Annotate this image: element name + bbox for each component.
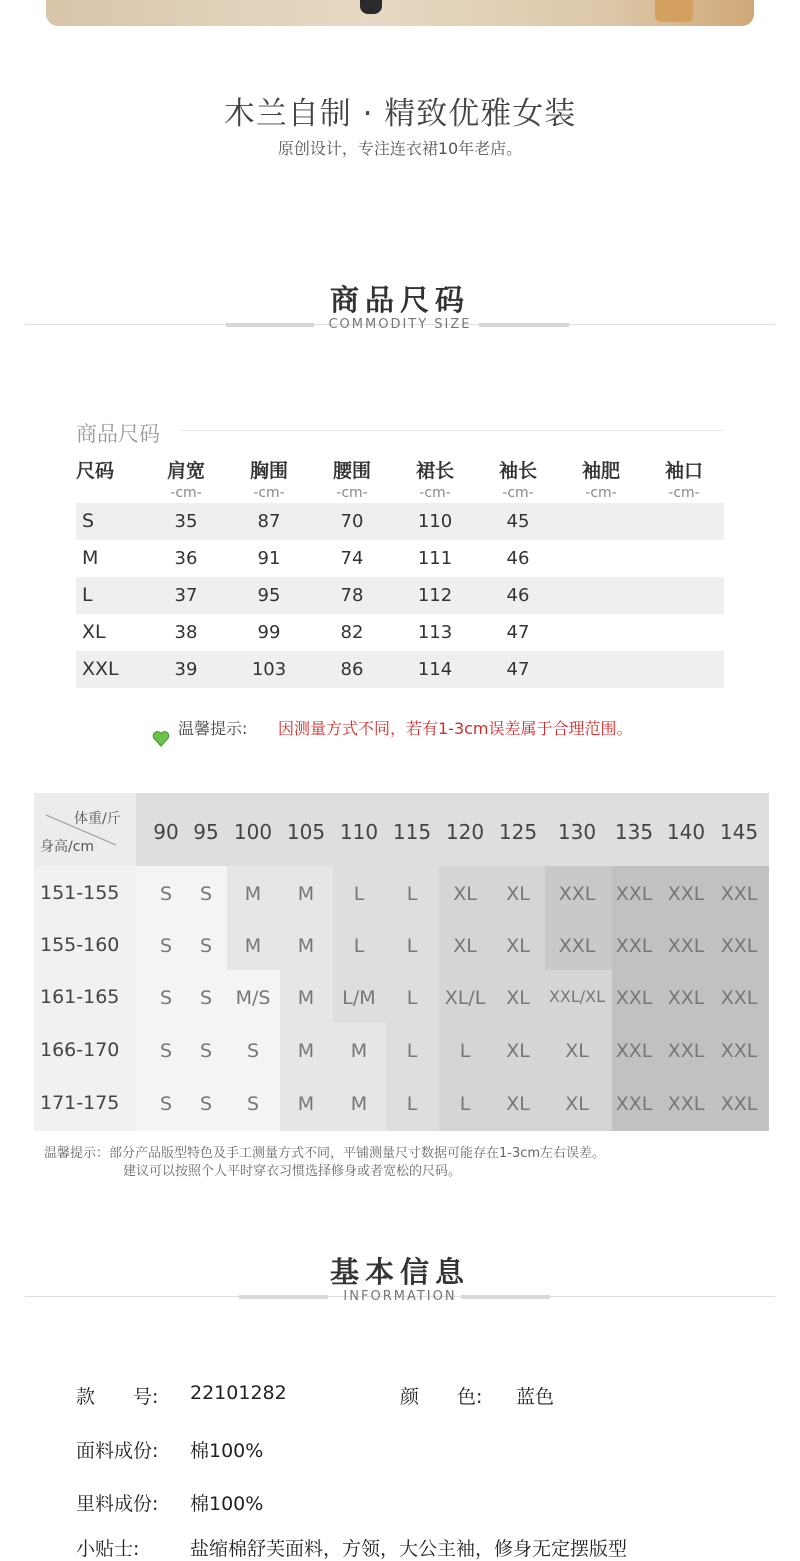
chart-cell: L (406, 987, 418, 1009)
size-table-caption: 商品尺码 (76, 422, 160, 446)
size-value-cell: 74 (340, 548, 364, 569)
weight-label: 140 (666, 820, 706, 844)
weight-label: 145 (719, 820, 759, 844)
height-label: 155-160 (40, 934, 120, 956)
brand-subtitle: 原创设计，专注连衣裙10年老店。 (277, 139, 523, 158)
chart-cell: M (297, 883, 315, 905)
info-section-subtitle: INFORMATION (343, 1289, 457, 1304)
height-label: 161-165 (40, 986, 120, 1008)
chart-cell: XXL (667, 935, 705, 957)
table-row (76, 651, 724, 688)
size-cell: L (82, 584, 93, 606)
size-table-unit: -cm- (668, 485, 700, 501)
size-value-cell: 46 (506, 548, 530, 569)
product-photo (46, 0, 754, 26)
product-photo-detail (655, 0, 693, 22)
chart-cell: S (199, 1040, 213, 1062)
size-table-unit: -cm- (502, 485, 534, 501)
chart-cell: XL (506, 935, 530, 957)
size-table-header: 肩宽 (166, 460, 205, 482)
weight-label: 125 (498, 820, 538, 844)
chart-cell: XXL (667, 1040, 705, 1062)
weight-axis-label: 体重/斤 (74, 811, 121, 827)
size-value-cell: 110 (417, 511, 453, 532)
size-value-cell (644, 540, 724, 577)
chart-cell: XL (453, 935, 477, 957)
size-table-unit: -cm- (253, 485, 285, 501)
size-value-cell: 78 (340, 585, 364, 606)
chart-cell: L (406, 935, 418, 957)
chart-cell: S (199, 883, 213, 905)
size-table-unit: -cm- (336, 485, 368, 501)
chart-cell: L (353, 935, 365, 957)
chart-cell: M (350, 1040, 368, 1062)
chart-cell: XXL (720, 1040, 758, 1062)
height-axis-label: 身高/cm (40, 839, 95, 855)
chart-cell: XL/L (444, 987, 486, 1009)
chart-cell: XXL (720, 935, 758, 957)
size-section-title: 商品尺码 (329, 283, 470, 317)
chart-cell: XXL (720, 987, 758, 1009)
chart-cell: XXL (667, 883, 705, 905)
chart-cell: M (297, 935, 315, 957)
size-value-cell: 38 (174, 622, 198, 643)
product-photo-detail (360, 0, 382, 14)
size-tip-label: 温馨提示: (178, 719, 248, 738)
chart-cell: S (246, 1040, 260, 1062)
size-value-cell (644, 503, 724, 540)
size-value-cell: 103 (251, 659, 287, 680)
size-table-header: 袖肥 (581, 460, 620, 482)
size-value-cell: 95 (257, 585, 281, 606)
chart-cell: L (459, 1093, 471, 1115)
size-value-cell: 113 (417, 622, 453, 643)
chart-cell: XXL (720, 1093, 758, 1115)
size-value-cell: 112 (417, 585, 453, 606)
chart-cell: S (159, 987, 173, 1009)
brand-title: 木兰自制 · 精致优雅女装 (223, 96, 577, 132)
size-value-cell: 82 (340, 622, 364, 643)
divider (180, 430, 724, 431)
chart-cell: XL (565, 1040, 589, 1062)
chart-cell: XL (506, 1040, 530, 1062)
size-value-cell: 86 (340, 659, 364, 680)
size-value-cell: 114 (417, 659, 453, 680)
size-value-cell: 70 (340, 511, 364, 532)
chart-cell: M (297, 1040, 315, 1062)
weight-label: 105 (286, 820, 326, 844)
chart-cell: L (406, 1040, 418, 1062)
size-tip-text: 因测量方式不同，若有1-3cm误差属于合理范围。 (278, 719, 633, 738)
chart-cell: S (159, 883, 173, 905)
size-value-cell: 47 (506, 659, 530, 680)
weight-label: 135 (614, 820, 654, 844)
chart-cell: XL (506, 987, 530, 1009)
size-value-cell (561, 577, 641, 614)
info-section-title: 基本信息 (329, 1255, 470, 1289)
size-cell: XXL (82, 658, 119, 680)
chart-cell: XL (453, 883, 477, 905)
lining-label: 里料成份: (76, 1493, 159, 1515)
partial-info-label: 小贴士: (76, 1538, 140, 1560)
chart-cell: S (159, 935, 173, 957)
chart-cell: XXL (558, 883, 596, 905)
chart-cell: XL (506, 883, 530, 905)
heart-icon (152, 730, 170, 748)
chart-cell: XXL/XL (548, 987, 606, 1006)
chart-cell: XXL (667, 1093, 705, 1115)
size-value-cell: 111 (417, 548, 453, 569)
size-table-unit: -cm- (170, 485, 202, 501)
fabric-label: 面料成份: (76, 1440, 159, 1462)
size-cell: M (82, 547, 99, 569)
chart-cell: XXL (615, 883, 653, 905)
size-value-cell (561, 614, 641, 651)
chart-cell: M (244, 935, 262, 957)
chart-cell: XXL (615, 1040, 653, 1062)
weight-label: 115 (392, 820, 432, 844)
chart-tip-line1: 温馨提示：部分产品版型特色及手工测量方式不同，平铺测量尺寸数据可能存在1-3cm左右误差。 (44, 1146, 606, 1161)
table-row (76, 540, 724, 577)
size-value-cell (561, 651, 641, 688)
chart-cell: XXL (615, 935, 653, 957)
size-value-cell: 87 (257, 511, 281, 532)
size-table-header: 尺码 (76, 460, 115, 482)
size-table-header: 胸围 (249, 460, 288, 482)
chart-cell: S (199, 1093, 213, 1115)
height-label: 166-170 (40, 1039, 120, 1061)
chart-cell: M (244, 883, 262, 905)
table-row (76, 577, 724, 614)
weight-label: 130 (557, 820, 597, 844)
chart-cell: S (199, 987, 213, 1009)
size-value-cell: 99 (257, 622, 281, 643)
chart-cell: M/S (235, 987, 271, 1009)
size-value-cell: 35 (174, 511, 198, 532)
chart-cell: M (297, 1093, 315, 1115)
table-row (76, 614, 724, 651)
size-value-cell: 36 (174, 548, 198, 569)
chart-cell: M (350, 1093, 368, 1115)
chart-cell: XL (565, 1093, 589, 1115)
weight-label: 110 (339, 820, 379, 844)
weight-label: 90 (153, 820, 179, 844)
chart-tip-line2: 建议可以按照个人平时穿衣习惯选择修身或者宽松的尺码。 (123, 1164, 462, 1179)
chart-cell: XXL (667, 987, 705, 1009)
height-label: 171-175 (40, 1092, 120, 1114)
table-row (76, 503, 724, 540)
partial-info-value: 盐缩棉舒芙面料，方领，大公主袖，修身无定摆版型 (190, 1538, 628, 1560)
size-value-cell (561, 503, 641, 540)
chart-cell: S (199, 935, 213, 957)
color-value: 蓝色 (516, 1386, 555, 1408)
weight-label: 120 (445, 820, 485, 844)
chart-cell: XXL (558, 935, 596, 957)
chart-cell: S (246, 1093, 260, 1115)
weight-label: 95 (193, 820, 219, 844)
chart-cell: S (159, 1093, 173, 1115)
color-label: 颜 色: (400, 1386, 483, 1408)
chart-cell: L (459, 1040, 471, 1062)
size-value-cell: 39 (174, 659, 198, 680)
size-cell: S (82, 510, 95, 532)
size-cell: XL (82, 621, 106, 643)
fabric-value: 棉100% (190, 1440, 264, 1462)
size-table-header: 裙长 (415, 460, 454, 482)
size-value-cell: 47 (506, 622, 530, 643)
style-number-label: 款 号: (76, 1386, 159, 1408)
size-table-unit: -cm- (585, 485, 617, 501)
size-table-header: 袖长 (498, 460, 537, 482)
size-section-subtitle: COMMODITY SIZE (328, 317, 472, 332)
size-table-header: 袖口 (664, 460, 703, 482)
size-table-unit: -cm- (419, 485, 451, 501)
size-table-header: 腰围 (332, 460, 371, 482)
chart-cell: L/M (342, 987, 376, 1009)
size-value-cell: 46 (506, 585, 530, 606)
height-label: 151-155 (40, 882, 120, 904)
chart-cell: L (406, 883, 418, 905)
chart-tip (44, 1145, 605, 1181)
lining-value: 棉100% (190, 1493, 264, 1515)
size-value-cell: 45 (506, 511, 530, 532)
chart-cell: S (159, 1040, 173, 1062)
size-value-cell: 37 (174, 585, 198, 606)
chart-cell: XXL (615, 987, 653, 1009)
chart-cell: XXL (615, 1093, 653, 1115)
chart-cell: XXL (720, 883, 758, 905)
size-value-cell (561, 540, 641, 577)
size-value-cell (644, 614, 724, 651)
chart-cell: XL (506, 1093, 530, 1115)
weight-label: 100 (233, 820, 273, 844)
style-number-value: 22101282 (190, 1382, 287, 1404)
size-value-cell: 91 (257, 548, 281, 569)
size-value-cell (644, 651, 724, 688)
chart-cell: L (406, 1093, 418, 1115)
size-value-cell (644, 577, 724, 614)
chart-cell: M (297, 987, 315, 1009)
chart-cell: L (353, 883, 365, 905)
